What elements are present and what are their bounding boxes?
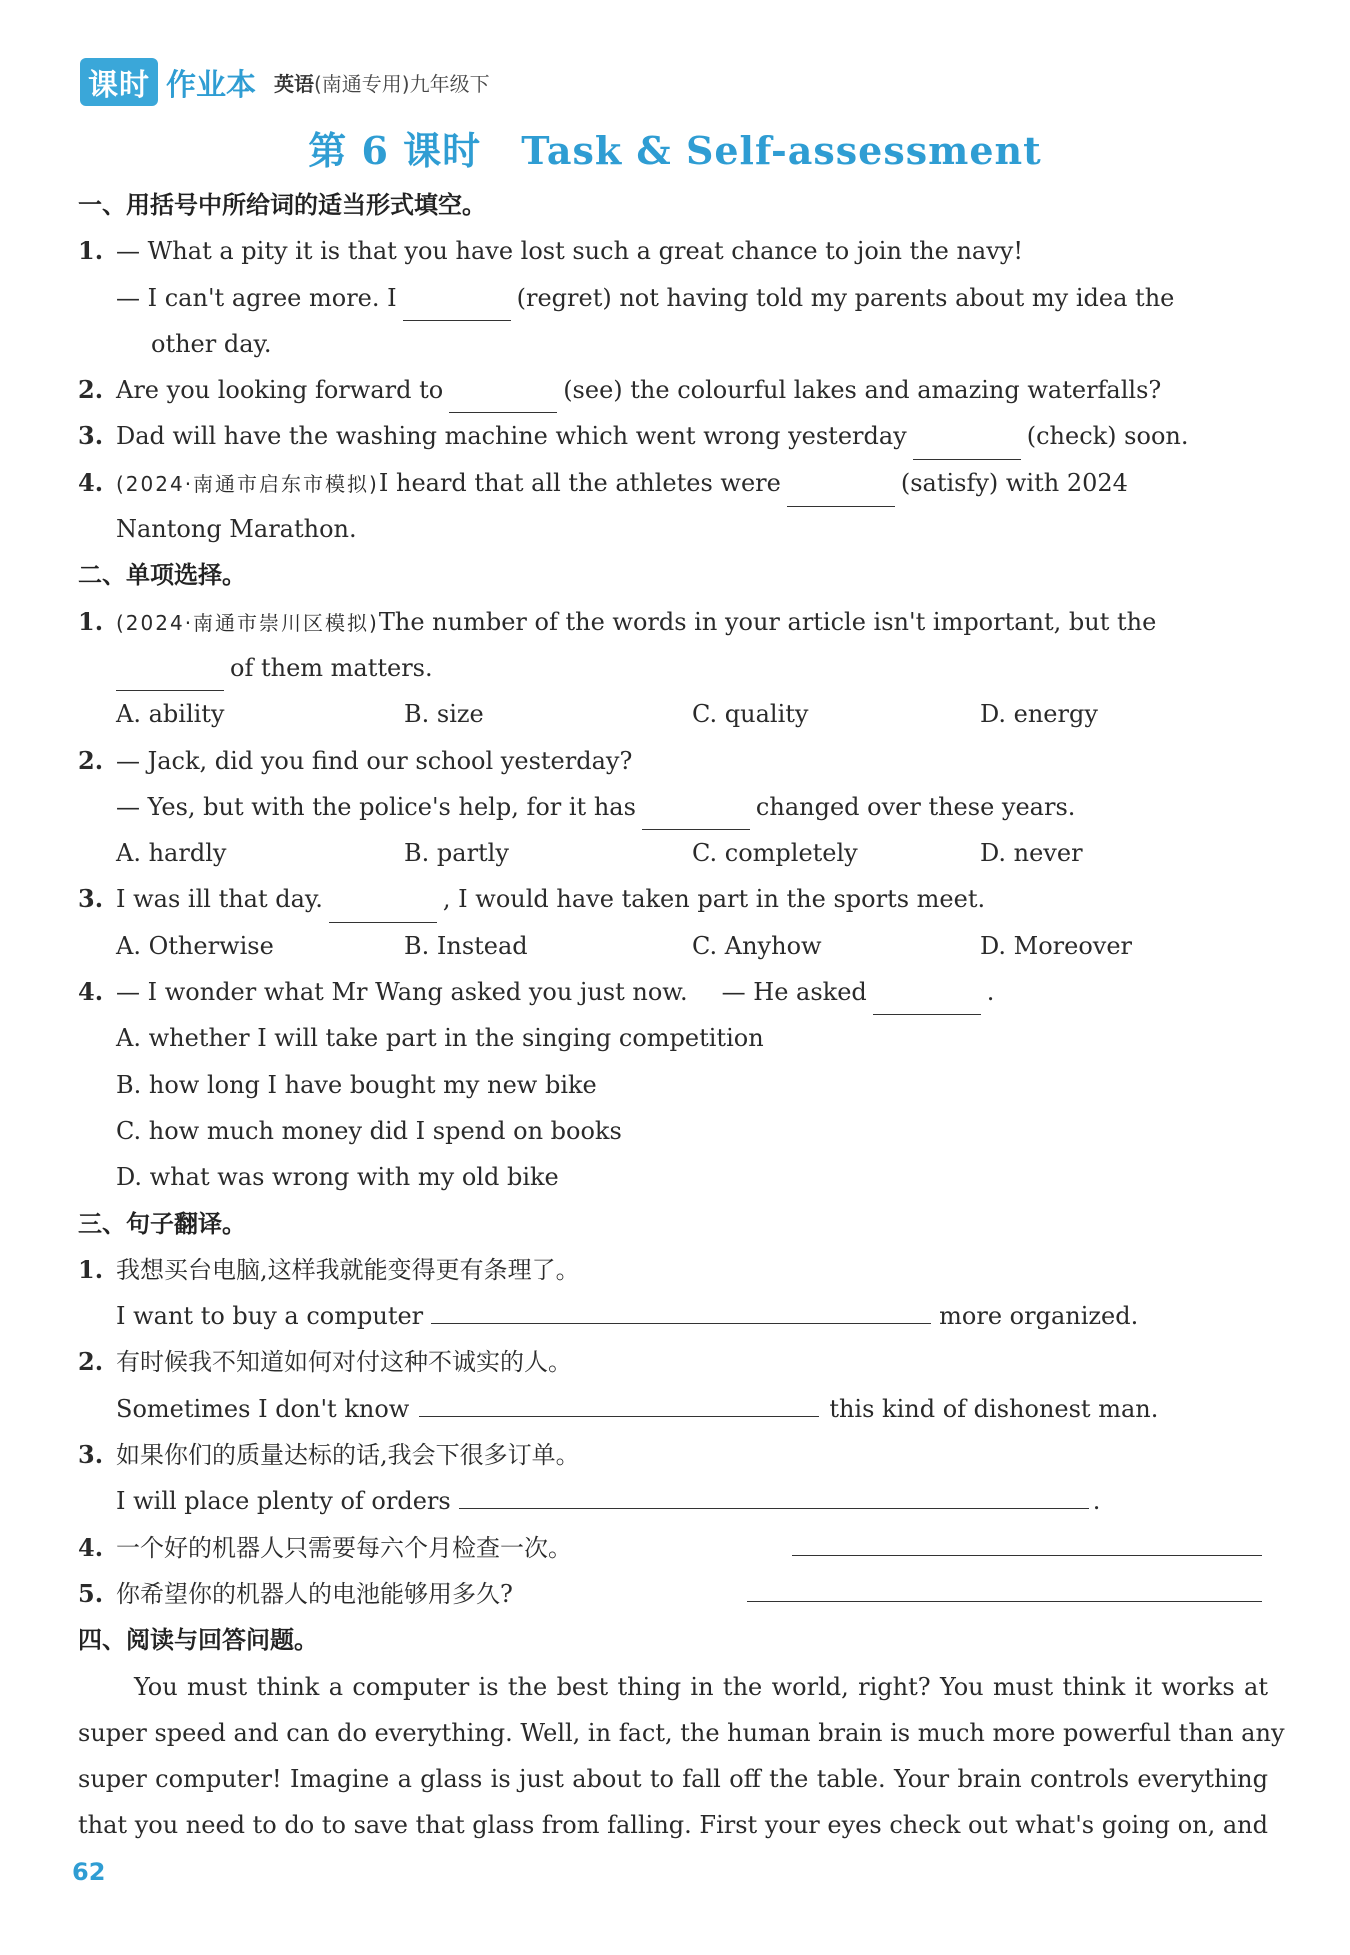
question (78, 969, 1268, 1015)
lesson-number: 第 6 课时 (308, 128, 482, 173)
chinese-sentence: 一个好的机器人只需要每六个月检查一次。 (116, 1533, 572, 1562)
option-d[interactable]: D. never (980, 839, 1083, 868)
question-number: 3. (78, 421, 104, 451)
section-heading: 二、单项选择。 (78, 561, 246, 590)
question-text: I heard that all the athletes were (378, 468, 781, 497)
option-b[interactable]: B. Instead (404, 931, 528, 960)
answer-blank[interactable] (403, 290, 511, 321)
question-number: 2. (78, 1347, 104, 1377)
answer-blank[interactable] (792, 1525, 1262, 1556)
word-hint: (satisfy) with 2024 (900, 468, 1128, 497)
passage-line: that you need to do to save that glass from falling. First your eyes check out what's going on, and (78, 1811, 1268, 1840)
question-line: other day. (151, 329, 272, 358)
book-header (80, 60, 490, 104)
option-c[interactable]: C. how much money did I spend on books (116, 1116, 622, 1145)
answer-blank[interactable] (747, 1571, 1262, 1602)
answer-blank[interactable] (329, 892, 437, 923)
question (78, 1571, 1268, 1617)
answer-blank[interactable] (449, 382, 557, 413)
question-text: , I would have taken part in the sports meet. (442, 885, 986, 914)
question (78, 460, 1268, 506)
page-title (0, 120, 1350, 175)
answer-options (78, 830, 1268, 876)
source-tag: (2024·南通市启东市模拟) (116, 471, 379, 496)
answer-blank[interactable] (116, 660, 224, 691)
option-a[interactable]: A. hardly (116, 839, 227, 868)
page-number: 62 (72, 1858, 106, 1886)
answer-options (78, 691, 1268, 737)
chinese-sentence: 我想买台电脑,这样我就能变得更有条理了。 (116, 1255, 580, 1284)
book-subject: 英语 (274, 71, 314, 96)
word-hint: (check) soon. (1026, 422, 1189, 451)
question-text: changed over these years. (755, 792, 1076, 821)
book-detail: (南通专用)九年级下 (314, 71, 490, 96)
question-text: The number of the words in your article isn't important, but the (378, 607, 1157, 636)
question-number: 2. (78, 745, 104, 775)
question-text: of them matters. (230, 653, 433, 682)
question-line (78, 784, 1268, 830)
question (78, 1339, 1268, 1385)
question-text: Dad will have the washing machine which went wrong yesterday (116, 422, 907, 451)
option-b[interactable]: B. how long I have bought my new bike (116, 1070, 597, 1099)
answer-blank[interactable] (419, 1386, 819, 1417)
question-line (78, 275, 1268, 321)
option-c[interactable]: C. quality (692, 700, 809, 729)
question-text: — I wonder what Mr Wang asked you just now. (116, 978, 688, 1007)
question-text: I will place plenty of orders (116, 1487, 451, 1516)
answer-blank[interactable] (459, 1478, 1089, 1509)
question-number: 5. (78, 1578, 104, 1608)
translation-line (78, 1386, 1268, 1432)
section-heading: 一、用括号中所给词的适当形式填空。 (78, 191, 486, 219)
question-text: this kind of dishonest man. (829, 1394, 1159, 1423)
reading-passage (78, 1664, 1285, 1849)
chinese-sentence: 你希望你的机器人的电池能够用多久? (116, 1579, 513, 1608)
question (78, 599, 1268, 645)
translation-line (78, 1478, 1268, 1524)
question-number: 3. (78, 884, 104, 914)
exercise-content (78, 182, 1285, 1849)
word-hint: (see) the colourful lakes and amazing waterfalls? (563, 376, 1162, 405)
question-text: — He asked (721, 978, 867, 1007)
question-punct: . (1092, 1487, 1101, 1516)
option-a[interactable]: A. Otherwise (116, 931, 274, 960)
question-text: — I can't agree more. I (116, 283, 397, 312)
option-d[interactable]: D. what was wrong with my old bike (116, 1163, 559, 1192)
option-c[interactable]: C. completely (692, 839, 858, 868)
answer-options (78, 923, 1268, 969)
question-line: Nantong Marathon. (116, 515, 357, 544)
passage-line: You must think a computer is the best thing in the world, right? You must think it works at (134, 1672, 1268, 1701)
question-text: I was ill that day. (116, 885, 323, 914)
passage-line: super speed and can do everything. Well, in fact, the human brain is much more powerful than any (78, 1718, 1285, 1747)
question-text: — Yes, but with the police's help, for it has (116, 792, 636, 821)
option-d[interactable]: D. Moreover (980, 931, 1133, 960)
question (78, 738, 1268, 784)
answer-blank[interactable] (431, 1293, 931, 1324)
question (78, 1247, 1268, 1293)
question-text: Are you looking forward to (116, 376, 444, 405)
section-heading: 四、阅读与回答问题。 (78, 1626, 318, 1655)
question-number: 1. (78, 1254, 104, 1284)
question-text: Sometimes I don't know (116, 1394, 410, 1423)
option-c[interactable]: C. Anyhow (692, 931, 822, 960)
lesson-topic: Task & Self-assessment (521, 128, 1042, 173)
answer-blank[interactable] (873, 984, 981, 1015)
word-hint: (regret) not having told my parents about my idea the (516, 283, 1175, 312)
question (78, 413, 1268, 459)
question-punct: . (986, 978, 995, 1007)
answer-blank[interactable] (913, 429, 1021, 460)
question (78, 367, 1268, 413)
question-number: 3. (78, 1440, 104, 1470)
option-a[interactable]: A. whether I will take part in the singing competition (116, 1024, 764, 1053)
option-d[interactable]: D. energy (980, 700, 1098, 729)
question-text: I want to buy a computer (116, 1302, 424, 1331)
option-a[interactable]: A. ability (116, 700, 225, 729)
question (78, 1525, 1268, 1571)
translation-line (78, 1293, 1268, 1339)
question-number: 4. (78, 1532, 104, 1562)
question-text: more organized. (939, 1302, 1139, 1331)
passage-line: super computer! Imagine a glass is just about to fall off the table. Your brain controls everything (78, 1765, 1268, 1794)
question-number: 4. (78, 977, 104, 1007)
book-logo-text: 作业本 (166, 68, 256, 103)
answer-blank[interactable] (787, 476, 895, 507)
question-text: — What a pity it is that you have lost such a great chance to join the navy! (116, 237, 1023, 266)
chinese-sentence: 如果你们的质量达标的话,我会下很多订单。 (116, 1441, 580, 1470)
question-number: 1. (78, 236, 104, 266)
chinese-sentence: 有时候我不知道如何对付这种不诚实的人。 (116, 1348, 572, 1377)
question-number: 1. (78, 606, 104, 636)
question-line (78, 645, 1268, 691)
question (78, 228, 1268, 274)
option-b[interactable]: B. size (404, 700, 484, 729)
section-heading: 三、句子翻译。 (78, 1209, 246, 1238)
question (78, 1432, 1268, 1478)
answer-blank[interactable] (642, 799, 750, 830)
source-tag: (2024·南通市崇川区模拟) (116, 610, 379, 635)
question (78, 876, 1268, 922)
book-logo: 课时 (80, 58, 158, 106)
question-number: 4. (78, 467, 104, 497)
question-number: 2. (78, 375, 104, 405)
option-b[interactable]: B. partly (404, 839, 509, 868)
question-text: — Jack, did you find our school yesterday? (116, 746, 633, 775)
